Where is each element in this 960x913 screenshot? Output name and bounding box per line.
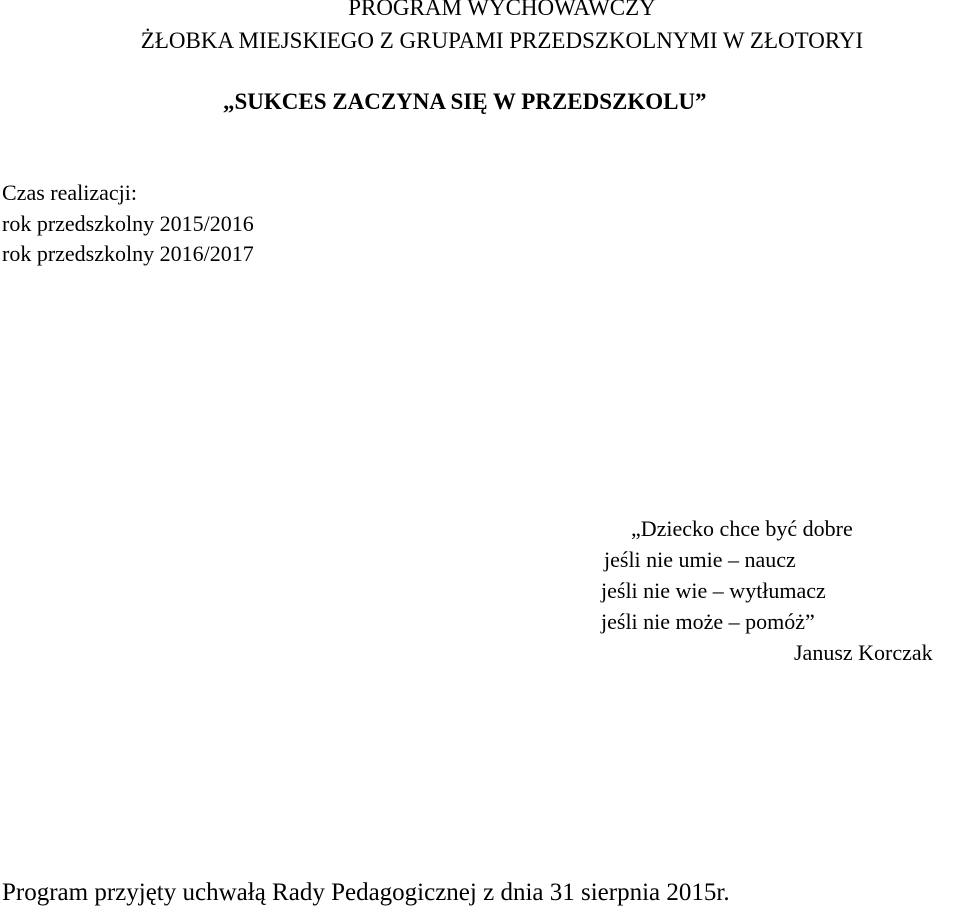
quote-author: Janusz Korczak [794,640,933,665]
quote-line-1: „Dziecko chce być dobre [631,516,853,541]
adoption-note: Program przyjęty uchwałą Rady Pedagogicznej z dnia 31 sierpnia 2015r. [2,879,730,906]
duration-year-2: rok przedszkolny 2016/2017 [2,241,254,266]
quote-line-4: jeśli nie może – pomóż” [601,609,815,634]
program-slogan-text: „SUKCES ZACZYNA SIĘ W PRZEDSZKOLU” [223,89,707,114]
institution-name: ŻŁOBKA MIEJSKIEGO Z GRUPAMI PRZEDSZKOLNYMI W ZŁOTORYI [140,28,864,53]
quote-line-2: jeśli nie umie – naucz [604,547,796,572]
quote-line-3: jeśli nie wie – wytłumacz [601,578,826,603]
program-title: PROGRAM WYCHOWAWCZY [348,0,656,20]
program-slogan [223,90,707,113]
duration-year-1: rok przedszkolny 2015/2016 [2,211,254,236]
duration-label: Czas realizacji: [2,180,137,205]
